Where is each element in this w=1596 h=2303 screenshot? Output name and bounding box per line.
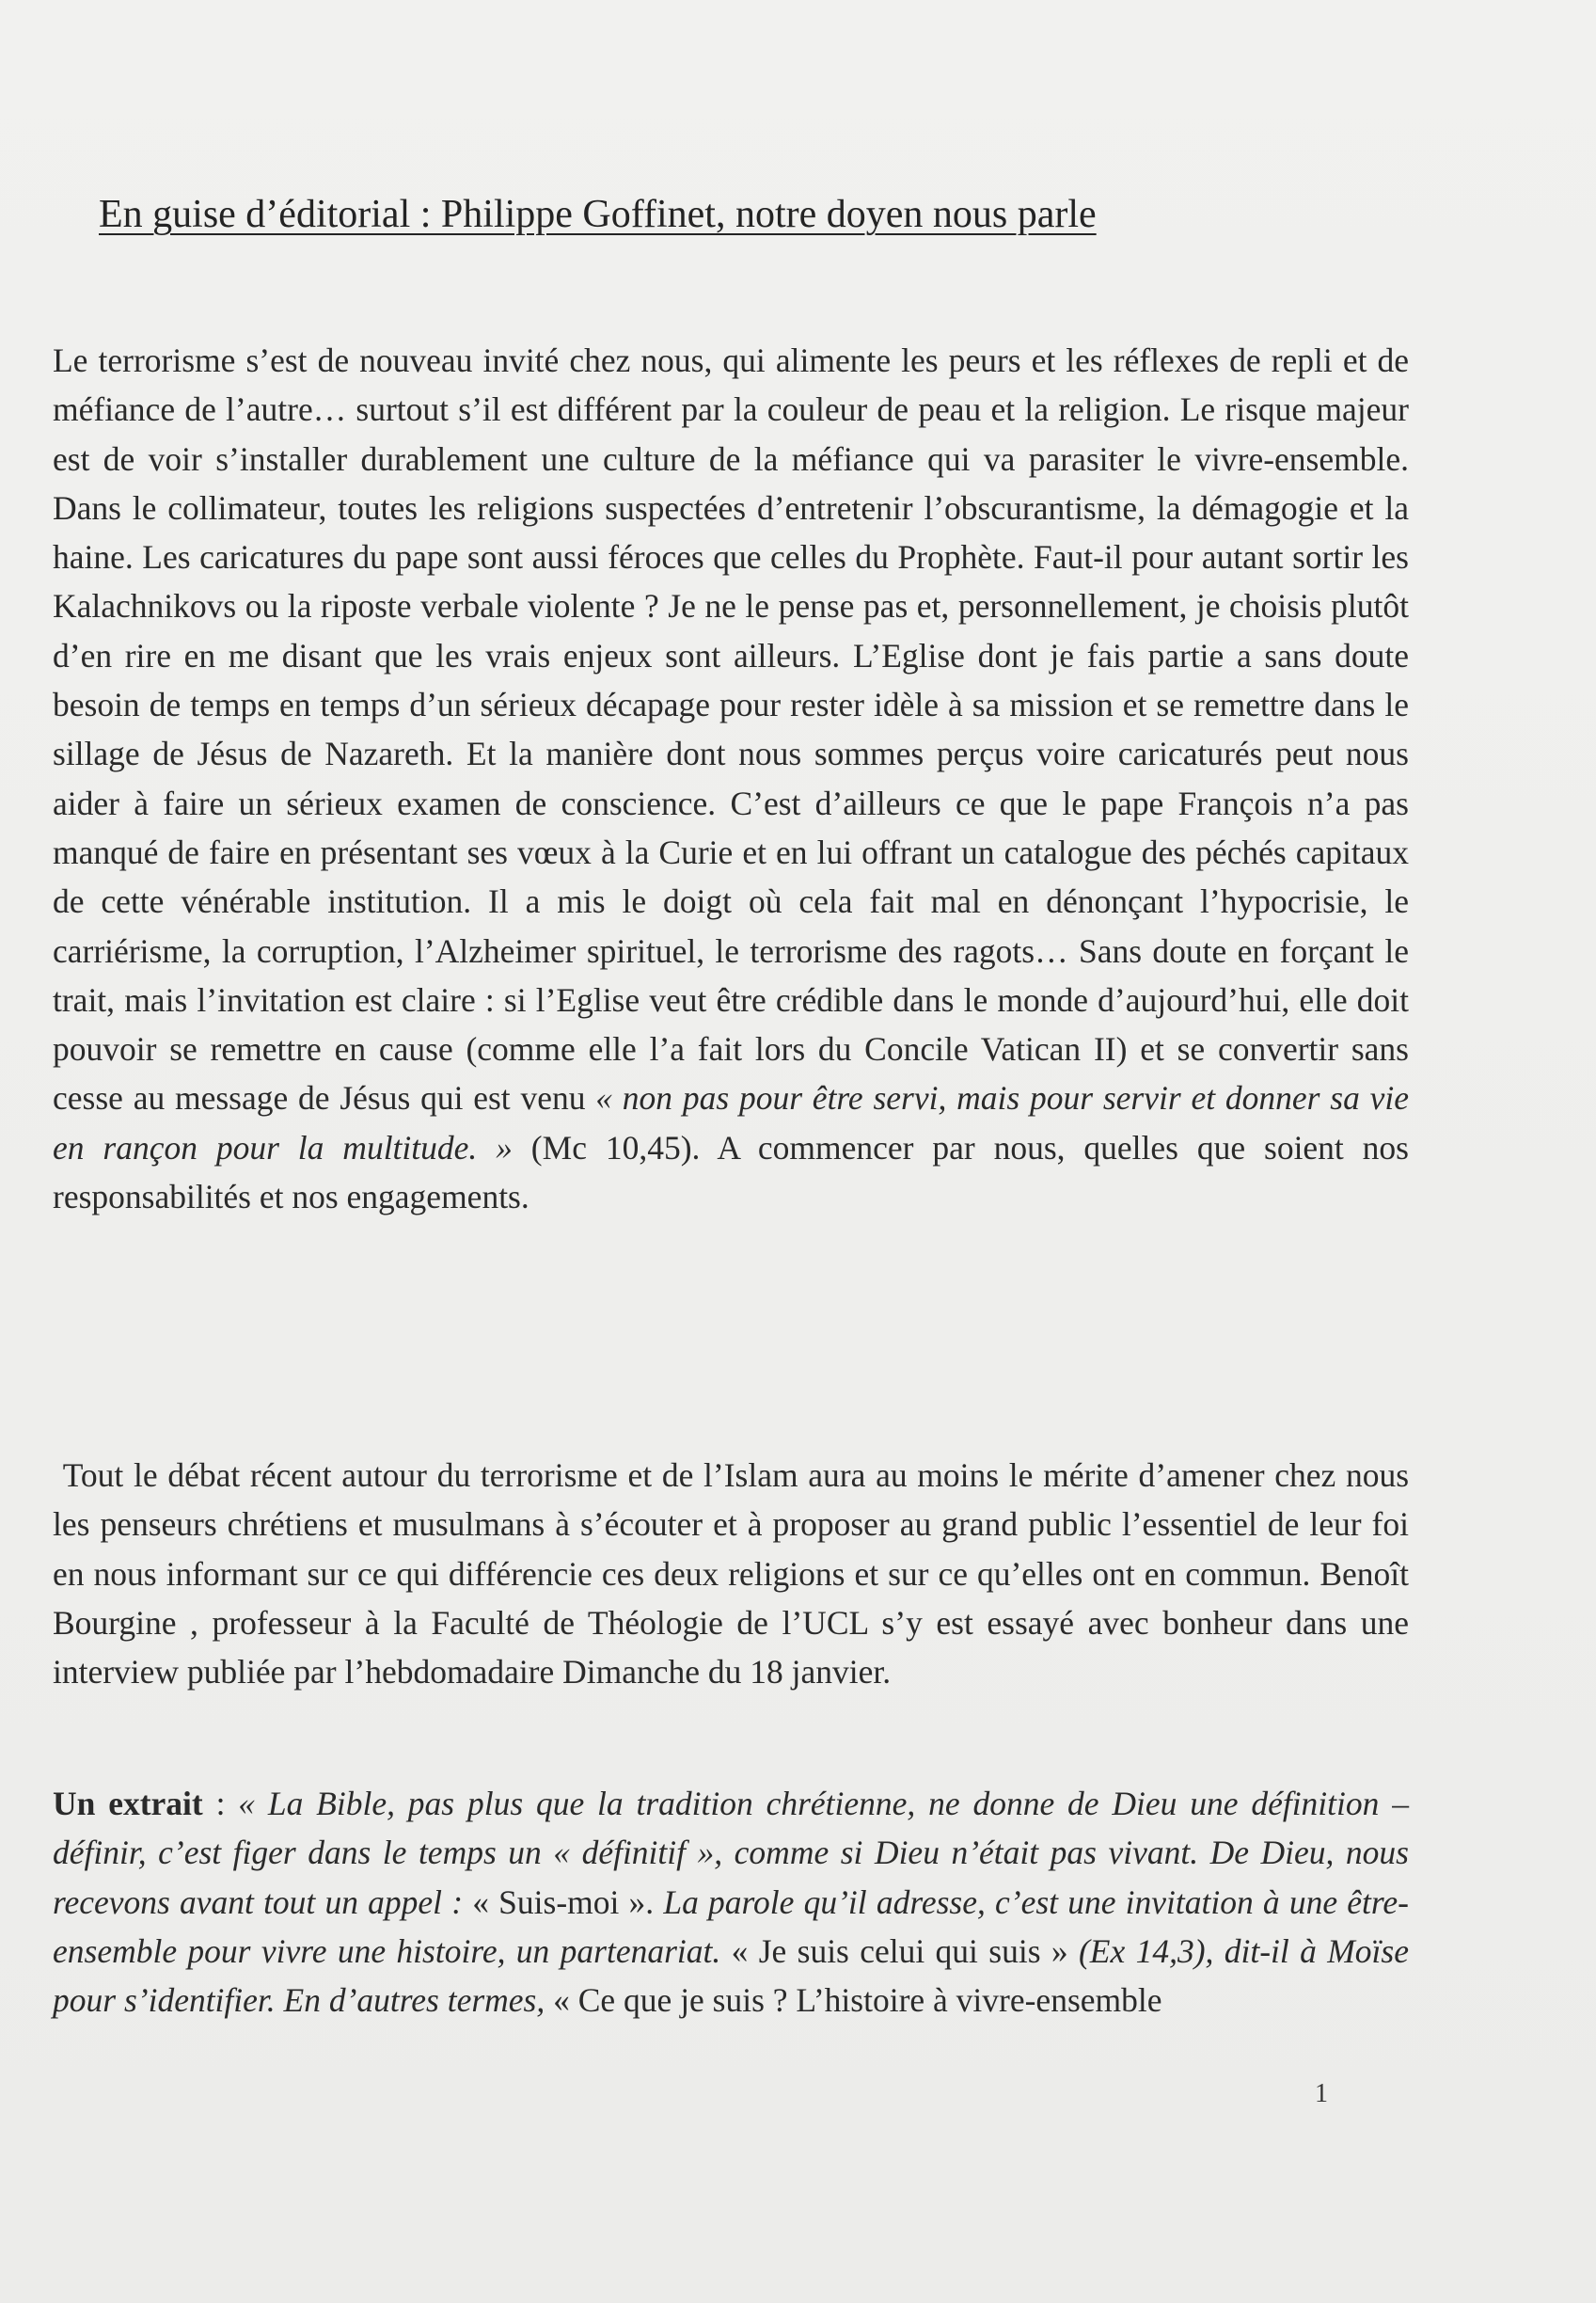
paragraph-text: Le terrorisme s’est de nouveau invité chez nous, qui alimente les peurs et les réflexes de repli et de méfiance de l’autre… surtout s’il est différent par la couleur de peau et la religion. Le risque majeur est de voir s’installer durablement une culture de la méfiance qui va parasiter le vivre-ensemble. Dans le collimateur, toutes les religions suspectées d’entretenir l’obscurantisme, la démagogie et la haine. Les caricatures du pape sont aussi féroces que celles du Prophète. Faut-il pour autant sortir les Kalachnikovs ou la riposte verbale violente ? Je ne le pense pas et, personnellement, je choisis plutôt d’en rire en me disant que les vrais enjeux sont ailleurs. L’Eglise dont je fais partie a sans doute besoin de temps en temps d’un sérieux décapage pour rester idèle à sa mission et se remettre dans le sillage de Jésus de Nazareth. Et la manière dont nous sommes perçus voire caricaturés peut nous aider à faire un sérieux examen de conscience. C’est d’ailleurs ce que le pape François n’a pas manqué de faire en présentant ses vœux à la Curie et en lui offrant un catalogue des péchés capitaux de cette vénérable institution. Il a mis le doigt où cela fait mal en dénonçant l’hypocrisie, le carriérisme, la corruption, l’Alzheimer spirituel, le terrorisme des ragots… Sans doute en forçant le trait, mais l’invitation est claire : si l’Eglise veut être crédible dans le monde d’aujourd’hui, elle doit pouvoir se remettre en cause (comme elle l’a fait lors du Concile Vatican II) et se convertir sans cesse au message de Jésus qui est venu [53,341,1409,1118]
paragraph-text: Tout le débat récent autour du terrorisme et de l’Islam aura au moins le mérite d’amener chez nous les penseurs chrétiens et musulmans à s’écouter et à proposer au grand public l’essentiel de leur foi en nous informant sur ce qui différencie ces deux religions et sur ce qu’elles ont en commun. Benoît Bourgine , professeur à la Faculté de Théologie de l’UCL s’y est essayé avec bonheur dans une interview publiée par l’hebdomadaire Dimanche du 18 janvier. [53,1456,1410,1692]
extract-roman-2: « Je suis celui qui suis » [731,1931,1068,1970]
paragraph-debat [53,1451,1409,1696]
paragraph-terrorisme [53,336,1409,1221]
extract-label: Un extrait [53,1785,203,1822]
paragraph-extrait [53,1779,1409,2025]
extract-italic-2: La parole qu’il adresse, c’est une invitation à une être-ensemble pour vivre une histoire, un partenariat. [53,1882,1409,1970]
gospel-quote: « non pas pour être servi, mais pour servir et donner sa vie en rançon pour la multitude. » [53,1079,1409,1167]
extract-colon: : [202,1785,239,1822]
paragraph-text-end: (Mc 10,45). A commencer par nous, quelles que soient nos responsabilités et nos engagements. [53,1128,1409,1216]
page-number: 1 [1315,2079,1328,2108]
extract-italic-1: « La Bible, pas plus que la tradition chrétienne, ne donne de Dieu une définition – définir, c’est figer dans le temps un « définitif », comme si Dieu n’était pas vivant. De Dieu, nous recevons avant tout un appel : [53,1785,1409,1921]
extract-roman-1: « Suis-moi ». [472,1882,655,1921]
extract-roman-3: « Ce que je suis ? L’histoire à vivre-ensemble [553,1981,1162,2020]
page-title: En guise d’éditorial : Philippe Goffinet, notre doyen nous parle [99,193,1097,236]
extract-italic-3: (Ex 14,3), dit-il à Moïse pour s’identifier. En d’autres termes, [53,1931,1409,2020]
